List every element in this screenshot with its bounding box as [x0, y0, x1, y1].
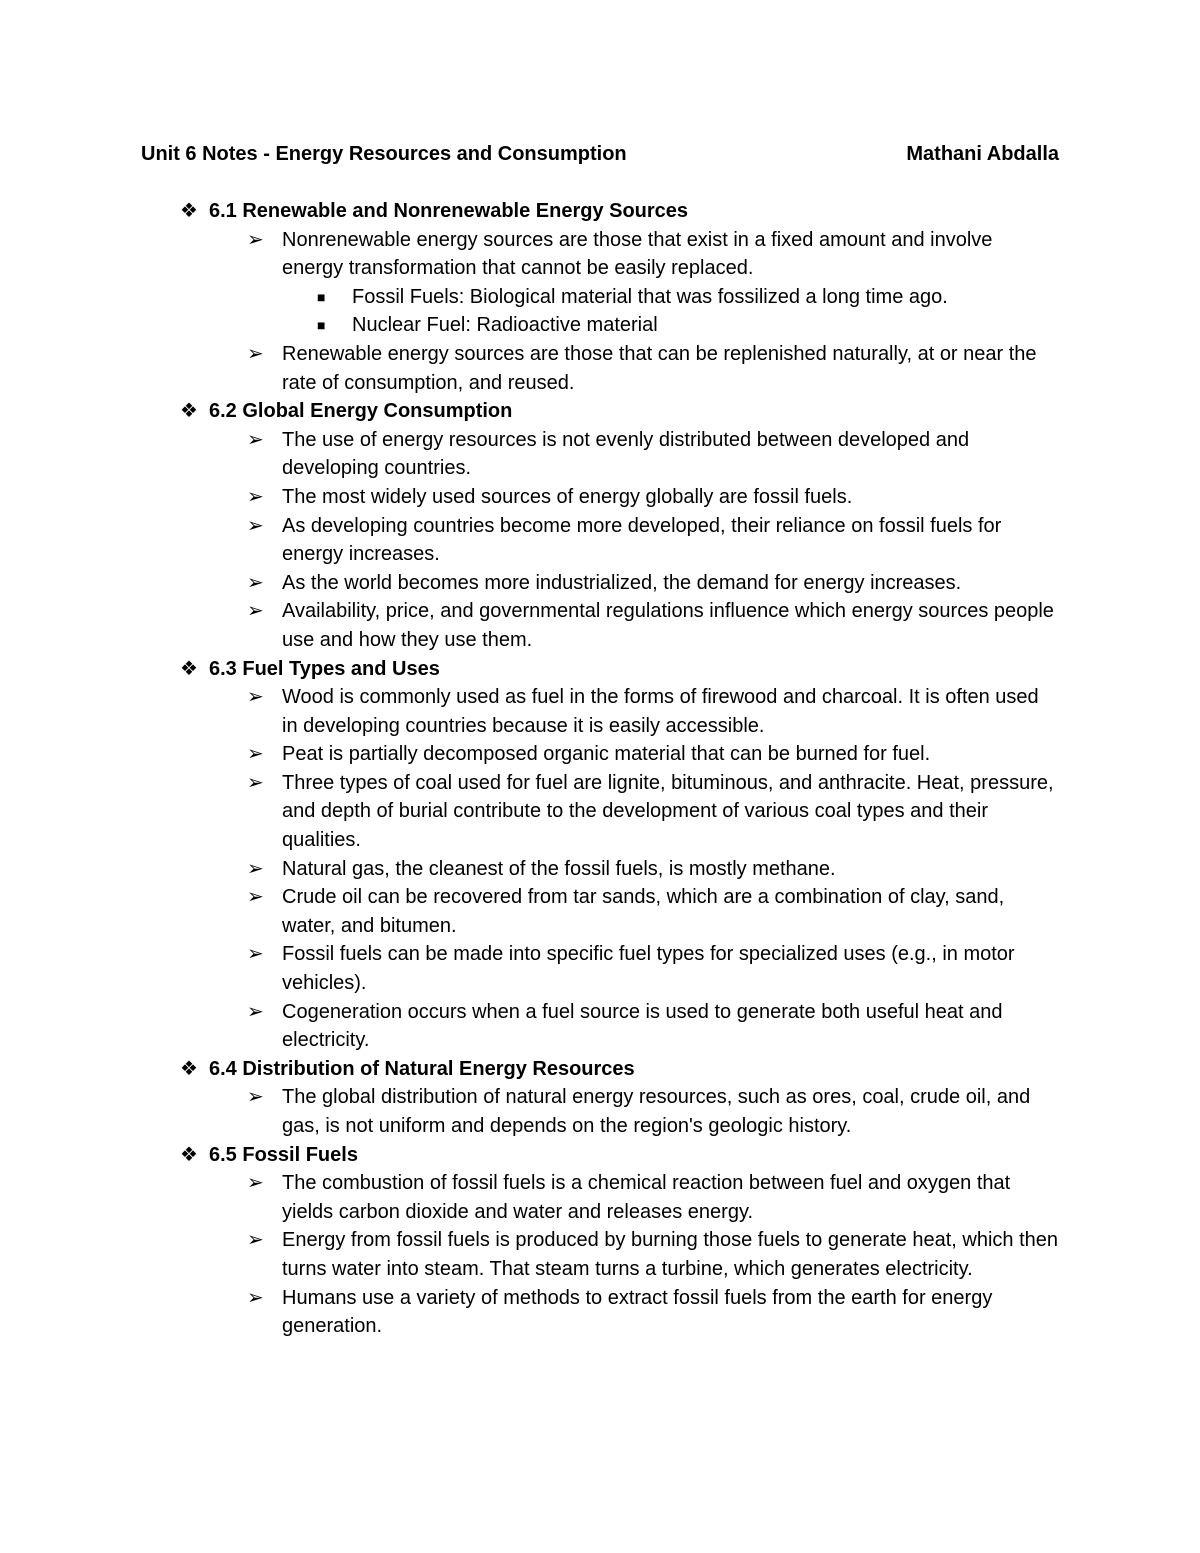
list-item-text: Nonrenewable energy sources are those that exist in a fixed amount and involve energy transformation that cannot be easily replaced.: [282, 228, 993, 280]
section-heading: [141, 1141, 1059, 1170]
arrow-bullet-icon: ➢: [247, 485, 264, 508]
square-bullet-icon: ■: [317, 317, 326, 334]
arrow-bullet-icon: ➢: [247, 1172, 264, 1195]
notes-body: [141, 197, 1059, 1341]
list-item-text: Wood is commonly used as fuel in the forms of firewood and charcoal. It is often used in developing countries because it is easily accessible.: [282, 686, 1039, 737]
section-title: 6.5 Fossil Fuels: [209, 1143, 358, 1166]
list-item-text: Energy from fossil fuels is produced by burning those fuels to generate heat, which then turns water into steam. That steam turns a turbine, which generates electricity.: [282, 1229, 1059, 1280]
list-item: [141, 1284, 1059, 1341]
diamond-bullet-icon: ❖: [180, 200, 198, 222]
list-item-text: Cogeneration occurs when a fuel source is used to generate both useful heat and electricity.: [282, 1000, 1003, 1052]
diamond-bullet-icon: ❖: [180, 657, 198, 680]
section-heading: [141, 397, 1059, 426]
document-header: [141, 140, 1059, 168]
list-item: [141, 1169, 1059, 1226]
list-item: [141, 569, 1059, 598]
document-title: Unit 6 Notes - Energy Resources and Consumption: [141, 143, 627, 165]
list-item: [141, 1083, 1059, 1140]
sub-list-item: [141, 311, 1059, 340]
list-item: [141, 998, 1059, 1055]
arrow-bullet-icon: ➢: [247, 1086, 264, 1109]
arrow-bullet-icon: ➢: [247, 943, 264, 966]
list-item-text: Natural gas, the cleanest of the fossil fuels, is mostly methane.: [282, 857, 836, 880]
list-item: [141, 483, 1059, 512]
diamond-bullet-icon: ❖: [180, 1057, 198, 1080]
arrow-bullet-icon: ➢: [247, 686, 264, 709]
arrow-bullet-icon: ➢: [247, 600, 264, 623]
list-item: [141, 769, 1059, 855]
section-heading: [141, 655, 1059, 684]
list-item-text: Peat is partially decomposed organic material that can be burned for fuel.: [282, 743, 931, 766]
notes-section: [141, 1141, 1059, 1341]
sub-list-item-text: Nuclear Fuel: Radioactive material: [352, 314, 658, 337]
notes-section: [141, 655, 1059, 1055]
arrow-bullet-icon: ➢: [247, 886, 264, 909]
notes-section: [141, 1055, 1059, 1141]
section-title: 6.4 Distribution of Natural Energy Resources: [209, 1057, 635, 1080]
arrow-bullet-icon: ➢: [247, 228, 264, 251]
arrow-bullet-icon: ➢: [247, 514, 264, 537]
list-item: [141, 597, 1059, 654]
list-item: [141, 226, 1059, 283]
author-name: Mathani Abdalla: [906, 143, 1059, 165]
list-item-text: The combustion of fossil fuels is a chemical reaction between fuel and oxygen that yields carbon dioxide and water and releases energy.: [282, 1172, 1011, 1223]
arrow-bullet-icon: ➢: [247, 342, 264, 365]
list-item: [141, 883, 1059, 940]
list-item-text: As developing countries become more developed, their reliance on fossil fuels for energy increases.: [282, 514, 1002, 566]
section-title: 6.1 Renewable and Nonrenewable Energy Sources: [209, 200, 689, 222]
section-title: 6.2 Global Energy Consumption: [209, 400, 513, 423]
list-item-text: Three types of coal used for fuel are lignite, bituminous, and anthracite. Heat, pressure, and depth of burial contribute to the development of various coal types and their qualities.: [282, 771, 1054, 852]
list-item-text: Fossil fuels can be made into specific fuel types for specialized uses (e.g., in motor vehicles).: [282, 943, 1015, 995]
arrow-bullet-icon: ➢: [247, 857, 264, 880]
diamond-bullet-icon: ❖: [180, 1143, 198, 1166]
list-item: [141, 512, 1059, 569]
section-title: 6.3 Fuel Types and Uses: [209, 657, 440, 680]
list-item: [141, 683, 1059, 740]
list-item-text: Crude oil can be recovered from tar sands, which are a combination of clay, sand, water, and bitumen.: [282, 886, 1005, 937]
list-item: [141, 855, 1059, 884]
arrow-bullet-icon: ➢: [247, 743, 264, 766]
document-page: [141, 140, 1059, 1341]
section-heading: [141, 1055, 1059, 1084]
list-item: [141, 1226, 1059, 1283]
list-item: [141, 940, 1059, 997]
list-item: [141, 426, 1059, 483]
arrow-bullet-icon: ➢: [247, 571, 264, 594]
list-item-text: The global distribution of natural energy resources, such as ores, coal, crude oil, and gas, is not uniform and depends on the region's geologic history.: [282, 1086, 1031, 1137]
notes-section: [141, 197, 1059, 397]
arrow-bullet-icon: ➢: [247, 1229, 264, 1252]
arrow-bullet-icon: ➢: [247, 1000, 264, 1023]
notes-section: [141, 397, 1059, 654]
sub-list-item: [141, 283, 1059, 312]
list-item-text: Humans use a variety of methods to extract fossil fuels from the earth for energy generation.: [282, 1286, 993, 1338]
list-item-text: The use of energy resources is not evenly distributed between developed and developing countries.: [282, 428, 970, 480]
list-item: [141, 740, 1059, 769]
list-item-text: The most widely used sources of energy globally are fossil fuels.: [282, 485, 853, 508]
arrow-bullet-icon: ➢: [247, 428, 264, 451]
arrow-bullet-icon: ➢: [247, 1286, 264, 1309]
section-heading: [141, 197, 1059, 226]
list-item-text: As the world becomes more industrialized, the demand for energy increases.: [282, 571, 962, 594]
diamond-bullet-icon: ❖: [180, 400, 198, 423]
list-item-text: Availability, price, and governmental regulations influence which energy sources people use and how they use them.: [282, 600, 1054, 651]
square-bullet-icon: ■: [317, 288, 326, 305]
list-item: [141, 340, 1059, 397]
sub-list-item-text: Fossil Fuels: Biological material that was fossilized a long time ago.: [352, 285, 948, 308]
arrow-bullet-icon: ➢: [247, 771, 264, 794]
list-item-text: Renewable energy sources are those that can be replenished naturally, at or near the rate of consumption, and reused.: [282, 342, 1037, 394]
